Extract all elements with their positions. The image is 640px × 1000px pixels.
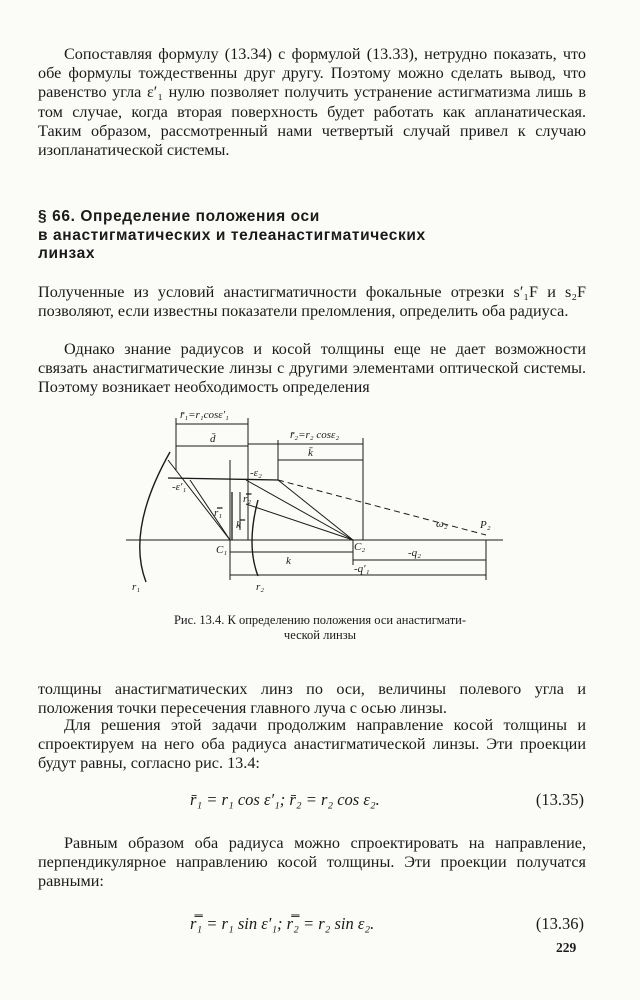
caption-line-1: Рис. 13.4. К определению положения оси анастигмати-	[173, 613, 467, 627]
heading-line-3: линзах	[38, 245, 96, 262]
formula-13-36-number: (13.36)	[535, 914, 584, 933]
label-r2: r₂	[256, 581, 265, 593]
chief-ray-extension	[278, 480, 486, 535]
surface-arc-r1	[140, 452, 170, 582]
page-number: 229	[556, 940, 577, 955]
paragraph-6: Равным образом оба радиуса можно спроектировать на направление, перпендикулярное направлению косой толщины. Эти проекции получатся равными:	[38, 834, 586, 891]
caption-line-2: ческой линзы	[283, 628, 357, 642]
label-C2: C₂	[354, 541, 366, 553]
formula-13-36	[38, 914, 586, 938]
label-omega2: ω₂	[436, 518, 448, 530]
label-k-bar: k̄	[308, 447, 313, 459]
paragraph-1: Сопоставляя формулу (13.34) с формулой (13.33), нетрудно показать, что обе формулы тождественны друг другу. Поэтому можно сделать вывод, что равенство угла ε′₁ нулю позволяет получить устранение астигматизма лишь в том случае, когда вторая поверхность будет работать как апланатическая. Таким образом, рассмотренный нами четвертый случай привел к случаю изопланатической системы.	[38, 45, 586, 160]
label-r1-dbl: r̿₁	[214, 507, 223, 519]
heading-line-1: § 66. Определение положения оси	[38, 208, 320, 225]
label-neg-q2: -q₂	[408, 547, 421, 559]
formula-13-36-expr: r̿₁ = r₁ sin ε′₁; r̿₂ = r₂ sin ε₂.	[190, 914, 375, 933]
label-r1: r₁	[132, 581, 141, 593]
label-P2: P₂	[480, 519, 491, 531]
heading-line-2: в анастигматических и телеанастигматических	[38, 226, 426, 244]
label-k-dbl: k̿	[236, 519, 241, 531]
label-neg-eps2: -ε₂	[250, 467, 262, 479]
figure-13-4	[118, 400, 508, 600]
formula-13-35	[38, 790, 586, 814]
formula-13-35-number: (13.35)	[535, 790, 584, 809]
label-r1-bar: r̄₁=r₁cosε′₁	[180, 409, 229, 421]
section-heading	[38, 208, 598, 264]
radius-r1	[168, 460, 230, 540]
paragraph-5: Для решения этой задачи продолжим направление косой толщины и спроектируем на него оба радиуса анастигматической линзы. Эти проекции будут равны, согласно рис. 13.4:	[38, 716, 586, 773]
label-d-bar: d̄	[210, 433, 216, 445]
figure-caption	[120, 613, 520, 643]
label-k: k	[286, 555, 291, 567]
paragraph-2: Полученные из условий анастигматичности фокальные отрезки s′₁F и s₂F позволяют, если известны показатели преломления, определить оба радиуса.	[38, 283, 586, 321]
surface-arc-r2	[252, 500, 258, 576]
label-neg-eps1: -ε′₁	[172, 481, 187, 493]
paragraph-3: Однако знание радиусов и косой толщины еще не дает возможности связать анастигматические линзы с другими элементами оптической системы. Поэтому возникает необходимость определения	[38, 340, 586, 397]
label-C1: C₁	[216, 544, 228, 556]
formula-13-35-expr: r̄₁ = r₁ cos ε′₁; r̄₂ = r₂ cos ε₂.	[190, 790, 380, 809]
paragraph-4: толщины анастигматических линз по оси, величины полевого угла и положения точки пересечения главного луча с осью линзы.	[38, 680, 586, 718]
label-neg-q1: -q′₁	[354, 563, 370, 575]
label-r2-dbl: r̿₂	[243, 493, 252, 505]
label-r2-bar: r̄₂=r₂ cosε₂	[290, 429, 340, 441]
radius-r2	[246, 480, 353, 540]
